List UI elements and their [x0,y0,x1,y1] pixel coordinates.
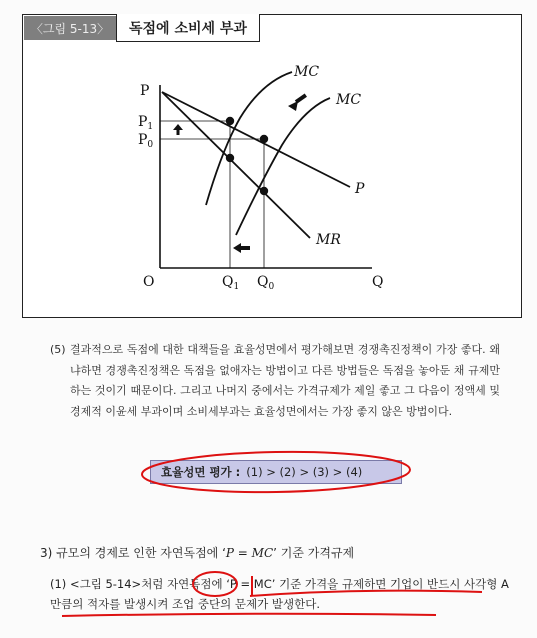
mc-old-label: MC [336,92,362,108]
efficiency-summary-box [150,460,402,484]
shift-arrow-icon [288,93,307,111]
q0-tick: $Q_0$ [257,274,275,292]
left-arrow-icon [233,243,250,253]
summary-ranking: (1) > (2) > (3) > (4) [246,465,363,479]
item-1-text: (1) <그림 5-14>처럼 자연독점에 ‘P = MC’ 기준 가격을 규제하면 기업이 반드시 사각형 A만큼의 적자를 발생시켜 조업 중단의 문제가 발생한다. [50,577,509,611]
mc-curve-original [236,98,330,235]
figure-title: 독점에 소비세 부과 [116,14,260,42]
point-p0 [260,135,268,143]
mr-curve [162,92,310,238]
figure-number: 〈그림 5-13〉 [24,16,116,40]
point-p1 [226,117,234,125]
section-3-heading: 3) 규모의 경제로 인한 자연독점에 ‘P = MC’ 기준 가격규제 [40,546,355,560]
x-axis-label: Q [372,274,384,290]
y-axis-label: P [140,83,150,99]
q1-tick: $Q_1$ [222,274,240,292]
up-arrow-icon [173,124,183,135]
mc-curve-new [206,72,292,205]
summary-label: 효율성면 평가 : [161,465,241,479]
point-mr-new [226,154,234,162]
mc-new-label: MC [294,64,320,80]
paragraph-5 [50,340,500,422]
demand-curve [162,92,350,187]
demand-label: P [355,181,365,197]
p0-tick: $P_0$ [138,132,154,150]
origin-label: O [143,274,155,290]
paragraph-body: 결과적으로 독점에 대한 대책들을 효율성면에서 평가해보면 경쟁촉진정책이 가장 좋다. 왜냐하면 경쟁촉진정책은 독점을 없애자는 방법이고 다른 방법들은 독점을 놓아둔 채 규제만 하는 것이기 때문이다. 그리고 나머지 중에서는 가격규제가 제일 좋고 그 다음이 정액세 및 경제적 이윤세 부과이며 소비세부과는 효율성면에서는 가장 좋지 않은 방법이다. [70,343,500,418]
p1-tick: $P_1$ [138,114,154,132]
paragraph-number: (5) [50,343,66,356]
point-mr-old [260,187,268,195]
mr-label: MR [316,232,341,248]
